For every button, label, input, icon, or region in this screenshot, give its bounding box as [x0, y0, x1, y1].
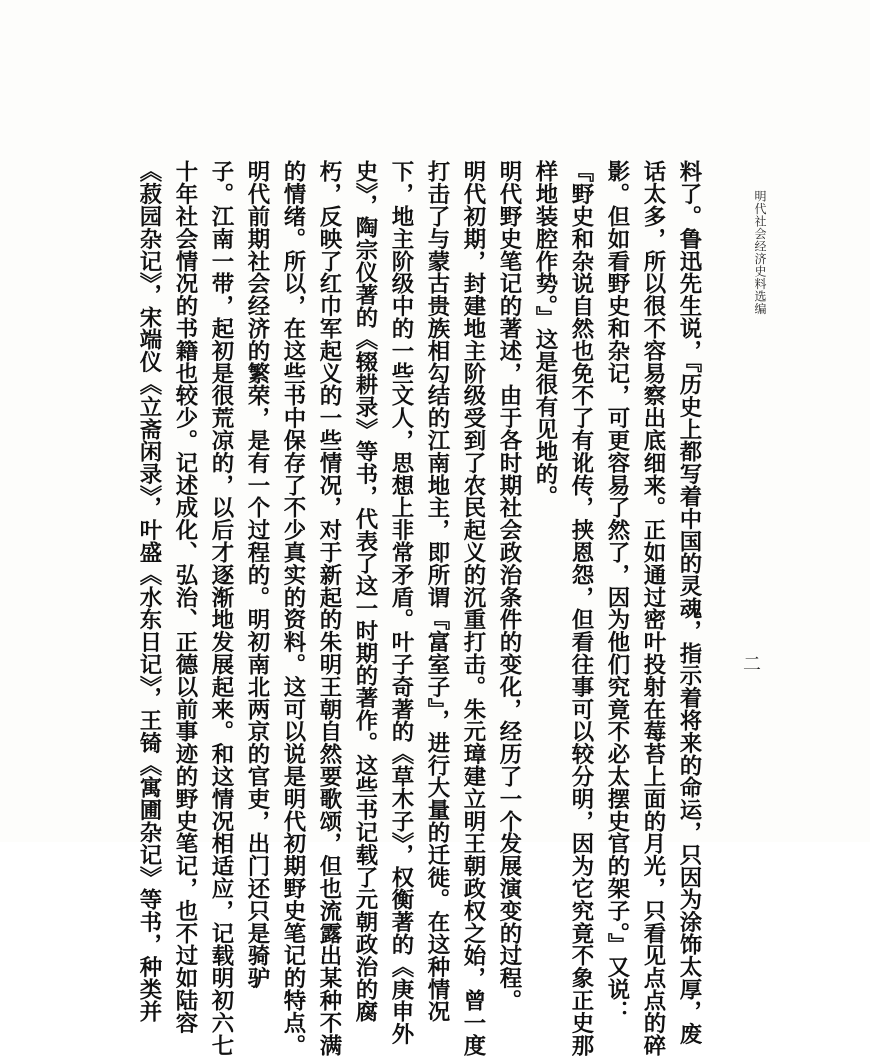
- text-column-15: 十年社会情况的书籍也较少。记述成化、弘治、正德以前事迹的野史笔记，也不过如陆容: [172, 160, 198, 1034]
- text-column-13: 明代前期社会经济的繁荣，是有一个过程的。明初南北两京的官吏，出门还只是骑驴: [244, 160, 270, 989]
- text-column-14: 子。江南一带，起初是很荒凉的，以后才逐渐地发展起来。和这情况相适应，记载明初六七: [208, 160, 234, 1056]
- text-column-4: 『野史和杂说自然也免不了有讹传，挟恩怨，但看往事可以较分明，因为它究竟不象正史那: [568, 160, 594, 1056]
- text-column-10: 史》，陶宗仪著的《辍耕录》等书，代表了这一时期的著作。这些书记载了元朝政治的腐: [352, 160, 378, 1023]
- text-column-6: 明代野史笔记的著述，由于各时期社会政治条件的变化，经历了一个发展演变的过程。: [496, 160, 522, 1012]
- text-column-3: 影。但如看野史和杂记，可更容易了然了，因为他们究竟不必太摆史官的架子。』又说：: [604, 160, 630, 1023]
- text-column-9: 下，地主阶级中的一些文人，思想上非常矛盾。叶子奇著的《草木子》，权衡著的《庚申外: [388, 160, 414, 1045]
- text-column-1: 料了。鲁迅先生说，『历史上都写着中国的灵魂，指示着将来的命运，只因为涂饰太厚，废: [676, 160, 702, 1045]
- page-number: 二: [743, 654, 761, 675]
- running-head: 明代社会经济史料选编: [753, 190, 767, 315]
- text-column-16: 《菽园杂记》，宋端仪《立斋闲录》，叶盛《水东日记》，王锜《寓圃杂记》等书，种类并: [136, 160, 162, 1023]
- text-column-12: 的情绪。所以，在这些书中保存了不少真实的资料。这可以说是明代初期野史笔记的特点。: [280, 160, 306, 1056]
- text-column-5: 样地装腔作势。』这是很有见地的。: [532, 160, 558, 508]
- text-column-7: 明代初期，封建地主阶级受到了农民起义的沉重打击。朱元璋建立明王朝政权之始，曾一度: [460, 160, 486, 1056]
- text-column-2: 话太多，所以很不容易察出底细来。正如通过密叶投射在莓苔上面的月光，只看见点点的碎: [640, 160, 666, 1056]
- text-column-8: 打击了与蒙古贵族相勾结的江南地主，即所谓『富室子』，进行大量的迁徙。在这种情况: [424, 160, 450, 1023]
- text-column-11: 朽，反映了红巾军起义的一些情况，对于新起的朱明王朝自然要歌颂，但也流露出某种不满: [316, 160, 342, 1056]
